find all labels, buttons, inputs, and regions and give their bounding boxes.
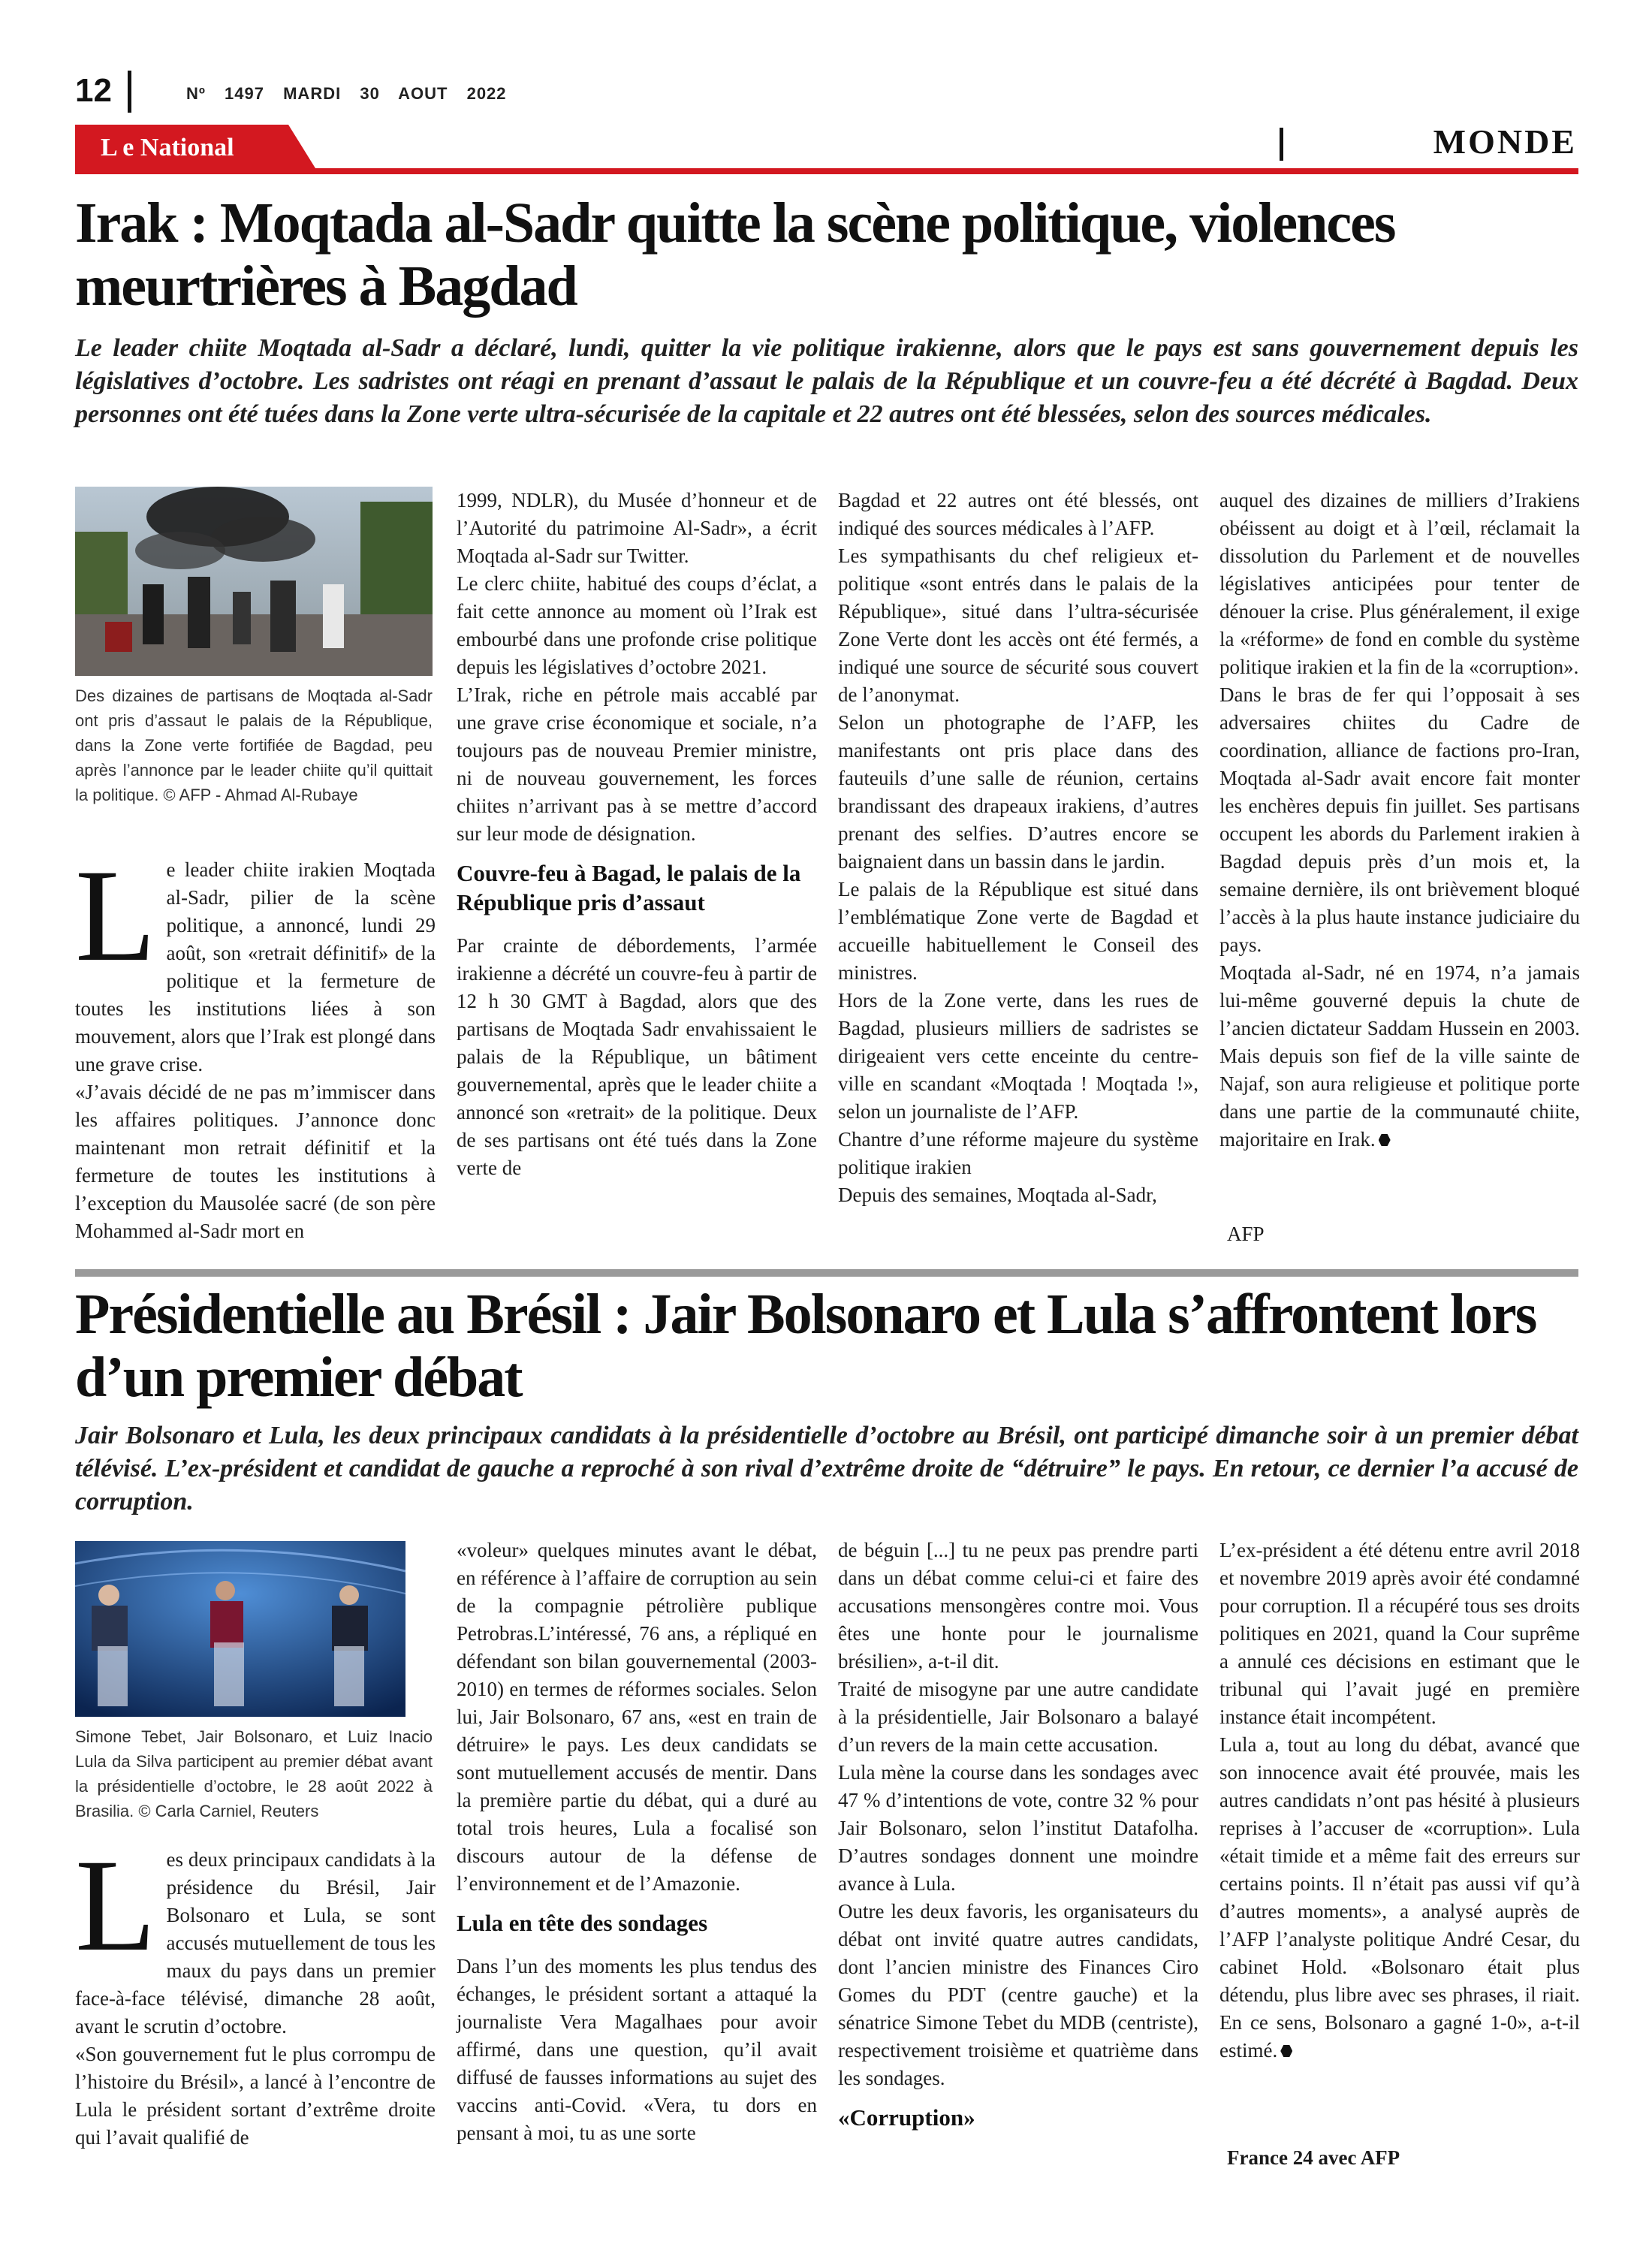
- article-divider: [75, 1269, 1578, 1277]
- article1-photo-caption: Des dizaines de partisans de Moqtada al-Sadr ont pris d’assaut le palais de la République, dans la Zone verte fortifiée de Bagdad, peu après l’annonce par le leader chiite qu’il quittait la politique. © AFP - Ahmad Al-Rubaye: [75, 686, 433, 804]
- brand-tab: [75, 125, 315, 173]
- article1-paragraph: Le palais de la République est situé dans l’emblématique Zone verte de Bagdad et accueille habituellement le Conseil des ministres.: [838, 878, 1198, 984]
- article2-dropcap: L: [75, 1832, 156, 1979]
- article1-subheading: Couvre-feu à Bagad, le palais de la République pris d’assaut: [457, 860, 801, 915]
- article1-paragraph: e leader chiite irakien Moqtada al-Sadr, pilier de la scène politique, a annoncé, lundi 29 août, son «retrait définitif» de la politique et la fermeture de toutes les institutions liées à son mouvement, alors que l’Irak est plongé dans une grave crise.: [75, 858, 436, 1075]
- article2-paragraph: Lula mène la course dans les sondages avec 47 % d’intentions de vote, contre 32 % pour Jair Bolsonaro, selon l’institut Datafolha. D’autres sondages donnent une moindre avance à Lula.: [838, 1761, 1198, 1895]
- article2-paragraph: «Son gouvernement fut le plus corrompu de l’histoire du Brésil», a lancé à l’encontre de Lula le président sortant d’extrême droite qui l’avait qualifié de: [75, 2043, 436, 2149]
- article2-subheading: «Corruption»: [838, 2104, 975, 2131]
- article1-photo: [75, 487, 433, 676]
- issue-date-day: 30: [360, 84, 380, 103]
- article1-closing-text: Moqtada al-Sadr, né en 1974, n’a jamais lui-même gouverné depuis la chute de l’ancien dictateur Saddam Hussein en 2003. Mais depuis son fief de la ville sainte de Najaf, son aura religieuse et politique porte dans une partie de la communauté chiite, majoritaire en Irak.: [1219, 961, 1580, 1151]
- issue-month: AOUT: [398, 84, 448, 103]
- article1-column-3: [838, 487, 1198, 1209]
- article2-standfirst: Jair Bolsonaro et Lula, les deux principaux candidats à la présidentielle d’octobre au Brésil, ont participé dimanche soir à un premier débat télévisé. L’ex-président et candidat de gauche a reproché à son rival d’extrême droite de “détruire” le pays. En retour, ce dernier l’a accusé de corruption.: [75, 1422, 1578, 1516]
- article2-paragraph: «voleur» quelques minutes avant le débat, en référence à l’affaire de corruption au sein de la compagnie pétrolière publique Petrobras.L’intéressé, 76 ans, a répliqué en défendant son bilan gouvernemental (2003-2010) en termes de réformes sociales. Selon lui, Jair Bolsonaro, 67 ans, «est en train de détruire» le pays. Les deux candidats se sont mutuellement accusés de mentir. Dans la première partie du débat, qui a duré au total trois heures, Lula a focalisé son discours autour de la défense de l’environnement et de l’Amazonie.: [457, 1539, 817, 1895]
- article2-photo: [75, 1541, 405, 1717]
- article1-paragraph: Chantre d’une réforme majeure du système politique irakien: [838, 1128, 1198, 1178]
- article2-column-2: [457, 1537, 817, 2147]
- article1-paragraph: Depuis des semaines, Moqtada al-Sadr,: [838, 1184, 1157, 1206]
- article1-standfirst: Le leader chiite Moqtada al-Sadr a déclaré, lundi, quitter la vie politique irakienne, alors que le pays est sans gouvernement depuis les législatives d’octobre. Les sadristes ont réagi en prenant d’assaut le palais de la République et un couvre-feu a été décrété à Bagdad. Deux personnes ont été tuées dans la Zone verte ultra-sécurisée de la capitale et 22 autres ont été blessées, selon des sources médicales.: [75, 334, 1578, 428]
- article2-paragraph: Dans l’un des moments les plus tendus des échanges, le président sortant a attaqué la journaliste Vera Magalhaes pour avoir affirmé, dans une question, qu’il avait diffusé de fausses informations au sujet des vaccins anti-Covid. «Vera, tu dors en pensant à moi, tu as une sorte: [457, 1955, 817, 2144]
- rubric-divider: [1280, 128, 1283, 161]
- article1-signature: AFP: [1227, 1223, 1265, 1245]
- end-of-article-icon: [1280, 2045, 1292, 2057]
- article2-paragraph: L’ex-président a été détenu entre avril 2018 et novembre 2019 après avoir été condamné pour corruption. Il a récupéré tous ses droits politiques en 2021, quand la Cour suprême a annulé ces décisions en estimant que le tribunal qui l’avait jugé en première instance était incompétent.: [1219, 1539, 1580, 1728]
- article2-paragraph: Traité de misogyne par une autre candidate à la présidentielle, Jair Bolsonaro a balayé d’un revers de la main cette accusation.: [838, 1678, 1198, 1756]
- article1-paragraph: Selon un photographe de l’AFP, les manifestants ont pris place dans des fauteuils d’une salle de réunion, certains brandissant des drapeaux irakiens, d’autres prenant des selfies. D’autres encore se baignaient dans un bassin dans le jardin.: [838, 711, 1198, 873]
- article1-paragraph: Le clerc chiite, habitué des coups d’éclat, a fait cette annonce au moment où l’Irak est embourbé dans une profonde crise politique depuis les législatives d’octobre 2021.: [457, 572, 817, 678]
- folio-divider: [128, 71, 131, 113]
- header-rule: [75, 168, 1578, 174]
- issue-line: [186, 84, 507, 104]
- section-rubric: MONDE: [1433, 122, 1577, 161]
- article1-dropcap: L: [75, 843, 156, 989]
- article1-paragraph: auquel des dizaines de milliers d’Irakiens obéissent au doigt et à l’œil, réclamait la dissolution du Parlement et de nouvelles législatives anticipées pour tenter de dénouer la crise. Plus généralement, il exige la «réforme» de fond en comble du système politique irakien et la fin de la «corruption».: [1219, 489, 1580, 678]
- article2-paragraph: [1219, 1731, 1580, 2064]
- article1-column-1: [75, 843, 436, 1245]
- article1-paragraph: Par crainte de débordements, l’armée irakienne a décrété un couvre-feu à partir de 12 h 30 GMT à Bagdad, alors que des partisans de Moqtada Sadr envahissaient le palais de la République, un bâtiment gouvernemental, après que le leader chiite a annoncé son «retrait» de la politique. Deux de ses partisans ont été tués dans la Zone verte de: [457, 934, 817, 1179]
- article2-closing-text: Lula a, tout au long du débat, avancé que son innocence avait été prouvée, mais les autres candidats n’ont pas hésité à plusieurs reprises à l’accuser de «corruption». Lula «était timide et a même fait des erreurs sur certains points. Il n’était pas aussi vif qu’à d’autres moments», a analysé auprès de l’AFP l’analyste politique André Cesar, du cabinet Hold. «Bolsonaro était plus détendu, plus libre avec ses phrases, il riait. En ce sens, Bolsonaro a gagné 1-0», a-t-il estimé.: [1219, 1733, 1580, 2061]
- article1-paragraph: Bagdad et 22 autres ont été blessés, ont indiqué des sources médicales à l’AFP.: [838, 489, 1198, 539]
- article1-paragraph: Dans le bras de fer qui l’opposait à ses adversaires chiites du Cadre de coordination, alliance de factions pro-Iran, Moqtada al-Sadr avait encore fait monter les enchères depuis fin juillet. Ses partisans occupent les abords du Parlement irakien à Bagdad depuis près d’un mois et, la semaine dernière, ils ont brièvement bloqué l’accès à la plus haute instance judiciaire du pays.: [1219, 683, 1580, 956]
- article1-paragraph: Hors de la Zone verte, dans les rues de Bagdad, plusieurs milliers de sadristes se dirigeaient vers cette enceinte du centre-ville en scandant «Moqtada ! Moqtada !», selon un journaliste de l’AFP.: [838, 989, 1198, 1123]
- article2-column-4: [1219, 1537, 1580, 2064]
- article2-paragraph: de béguin [...] tu ne peux pas prendre parti dans un débat comme celui-ci et faire des accusations mensongères contre moi. Vous êtes une honte pour le journalisme brésilien», a-t-il dit.: [838, 1539, 1198, 1672]
- article2-signature: France 24 avec AFP: [1227, 2146, 1400, 2169]
- article1-paragraph: Les sympathisants du chef religieux et-politique «sont entrés dans le palais de la République», situé dans l’ultra-sécurisée Zone Verte dont les accès ont été fermés, a indiqué une source de sécurité sous couvert de l’anonymat.: [838, 544, 1198, 706]
- article2-paragraph: es deux principaux candidats à la présidence du Brésil, Jair Bolsonaro et Lula, se sont accusés mutuellement de tous les maux du pays dans un premier face-à-face télévisé, dimanche 28 août, avant le scrutin d’octobre.: [75, 1848, 436, 2037]
- article1-paragraph: L’Irak, riche en pétrole mais accablé par une grave crise économique et sociale, n’a toujours pas de nouveau Premier ministre, ni de nouveau gouvernement, les forces chiites n’arrivant pas à se mettre d’accord sur leur mode de désignation.: [457, 683, 817, 845]
- issue-year: 2022: [466, 84, 507, 103]
- article1-paragraph: [1219, 959, 1580, 1154]
- article2-photo-caption: Simone Tebet, Jair Bolsonaro, et Luiz Inacio Lula da Silva participent au premier débat avant la présidentielle d’octobre, le 28 août 2022 à Brasilia. © Carla Carniel, Reuters: [75, 1727, 433, 1820]
- article1-column-2: [457, 487, 817, 1182]
- article2-column-1: [75, 1832, 436, 2152]
- article2-paragraph: Outre les deux favoris, les organisateurs du débat ont invité quatre autres candidats, dont l’ancien ministre des Finances Ciro Gomes du PDT (centre gauche) et la sénatrice Simone Tebet du MDB (centriste), respectivement troisième et quatrième dans les sondages.: [838, 1900, 1198, 2089]
- article1-column-4: [1219, 487, 1580, 1154]
- article2-subheading: Lula en tête des sondages: [457, 1910, 708, 1936]
- issue-day: MARDI: [283, 84, 342, 103]
- brand-name: L e National: [101, 134, 234, 161]
- page-number: 12: [75, 72, 112, 109]
- article2-column-3: [838, 1537, 1198, 2147]
- article2-headline: Présidentielle au Brésil : Jair Bolsonaro et Lula s’affrontent lors d’un premier débat: [75, 1283, 1536, 1409]
- article1-paragraph: 1999, NDLR), du Musée d’honneur et de l’Autorité du patrimoine Al-Sadr», a écrit Moqtada al-Sadr sur Twitter.: [457, 489, 817, 567]
- article1-paragraph: «J’avais décidé de ne pas m’immiscer dans les affaires politiques. J’annonce donc maintenant mon retrait définitif et la fermeture de toutes les institutions à l’exception du Mausolée sacré (de son père Mohammed al-Sadr mort en: [75, 1081, 436, 1242]
- issue-number: Nº 1497: [186, 84, 264, 103]
- article1-headline: Irak : Moqtada al-Sadr quitte la scène politique, violences meurtrières à Bagdad: [75, 192, 1395, 318]
- end-of-article-icon: [1379, 1134, 1391, 1146]
